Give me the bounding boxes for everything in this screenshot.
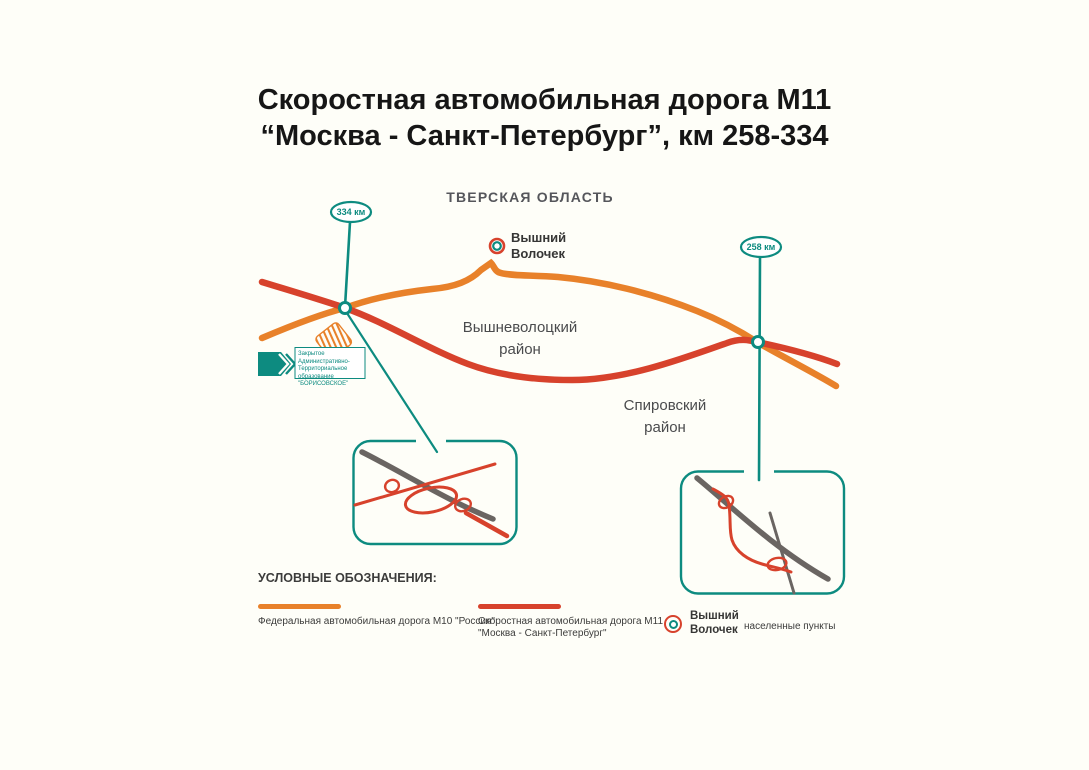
zato-badge-text: Закрытое Административно- Территориальное образование "БОРИСОВСКОЕ" <box>298 351 350 387</box>
km258-marker-stem-and-leader <box>759 257 760 480</box>
zato-badge-icon <box>258 352 295 376</box>
legend-m11-label: Скоростная автомобильная дорога М11 "Москва - Санкт-Петербург" <box>478 616 664 639</box>
page-title-line1: Скоростная автомобильная дорога М11 <box>257 84 832 116</box>
legend-city-marker-icon <box>664 615 682 633</box>
page-title-line2: “Москва - Санкт-Петербург”, км 258-334 <box>260 120 829 152</box>
km334-marker-stem <box>345 222 350 307</box>
legend-settlements-caption: населенные пункты <box>744 621 836 632</box>
legend-m11-line-swatch <box>478 604 561 609</box>
legend-city-marker-inner-ring <box>669 620 678 629</box>
legend-heading: УСЛОВНЫЕ ОБОЗНАЧЕНИЯ: <box>258 571 437 585</box>
junction-node-km334 <box>340 303 351 314</box>
legend-m10-line-swatch <box>258 604 341 609</box>
km334-marker-label: 334 км <box>336 207 366 217</box>
city-marker-icon <box>490 239 504 253</box>
region-label: ТВЕРСКАЯ ОБЛАСТЬ <box>446 189 614 205</box>
km258-marker-label: 258 км <box>746 242 776 252</box>
junction-node-km258 <box>753 337 764 348</box>
city-label <box>511 230 566 261</box>
legend-city-sample-label: Вышний Волочек <box>690 610 739 636</box>
city-label-line1: Вышний <box>511 230 567 245</box>
city-label-line2: Волочек <box>511 245 565 261</box>
district-label-spirovsky: Спировский район <box>623 397 707 436</box>
district-label-vyshnevolotsky: Вышневолоцкий район <box>462 319 578 358</box>
legend-m10-label: Федеральная автомобильная дорога М10 "Россия" <box>258 616 495 627</box>
page-title <box>0 82 1089 154</box>
